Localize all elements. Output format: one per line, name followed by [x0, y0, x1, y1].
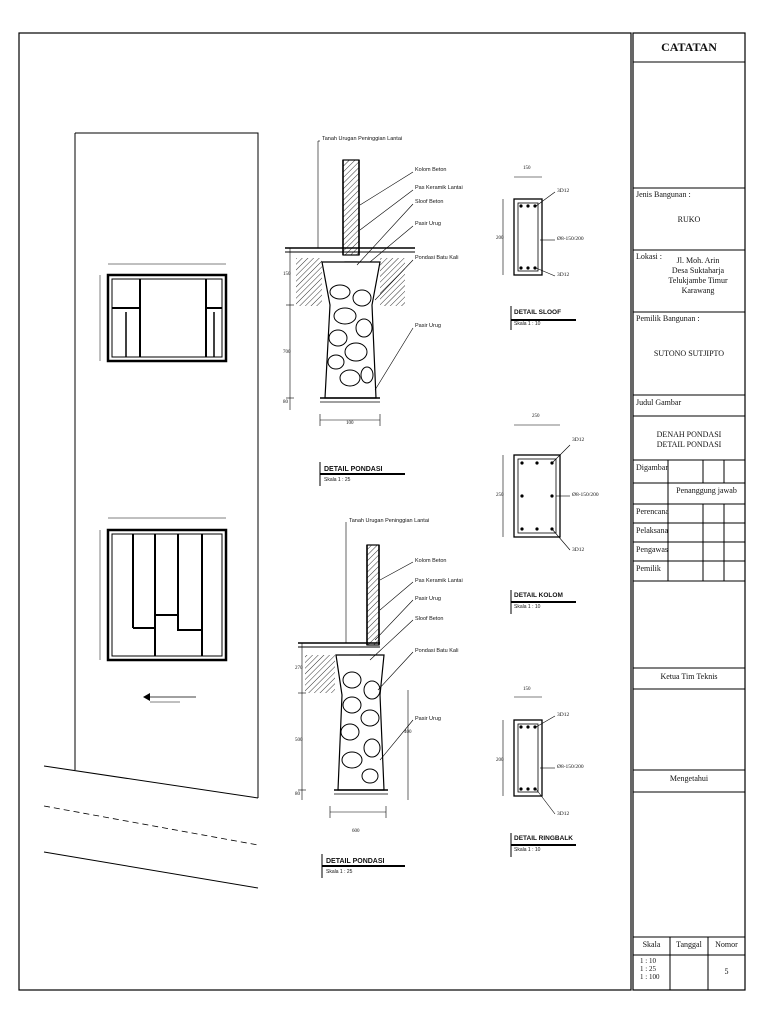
- catatan-heading: CATATAN: [661, 40, 717, 54]
- detail-kolom-drawing: [503, 425, 570, 550]
- lokasi-line-4: Karawang: [681, 286, 715, 295]
- dp2-label-pasir-urug-2: Pasir Urug: [415, 716, 441, 722]
- nomor-value: 5: [724, 967, 729, 976]
- dp2-dim-4: 600: [352, 829, 360, 834]
- dp1-label-pasir-urug-1: Pasir Urug: [415, 221, 441, 227]
- ringbalk-stirrup: Ø8-150/200: [557, 764, 584, 770]
- dp2-label-tanah-urugan: Tanah Urugan Peninggian Lantai: [349, 518, 430, 524]
- pemilik-value: SUTONO SUTJIPTO: [653, 349, 725, 358]
- ringbalk-height: 200: [496, 758, 504, 763]
- sloof-bottom-bar: 3D12: [557, 272, 570, 278]
- dp2-dim-3: 80: [295, 792, 300, 797]
- road-edge-line: [44, 852, 258, 888]
- ringbalk-width: 150: [523, 687, 531, 692]
- role-pelaksana: Pelaksana: [636, 526, 668, 535]
- kolom-title: DETAIL KOLOM: [514, 592, 563, 599]
- sloof-scale: Skala 1 : 10: [514, 321, 541, 327]
- skala-value-2: 1 : 25: [640, 965, 656, 973]
- dp1-label-pasir-urug-2: Pasir Urug: [415, 323, 441, 329]
- lokasi-line-1: Jl. Moh. Arin: [676, 256, 720, 265]
- pemilik-label: Pemilik Bangunan :: [636, 314, 700, 323]
- kolom-stirrup: Ø8-150/200: [572, 492, 599, 498]
- kolom-top-bar: 3D12: [572, 437, 585, 443]
- sloof-width: 150: [523, 166, 531, 171]
- dp1-label-keramik: Pas Keramik Lantai: [415, 185, 463, 191]
- judul-line-1: DENAH PONDASI: [656, 430, 722, 439]
- ground-line: [44, 766, 258, 798]
- jenis-bangunan-label: Jenis Bangunan :: [636, 190, 691, 199]
- sloof-height: 200: [496, 236, 504, 241]
- dp2-title: DETAIL PONDASI: [326, 858, 385, 865]
- dp2-label-keramik: Pas Keramik Lantai: [415, 578, 463, 584]
- digambar-label: Digambar: [636, 463, 668, 472]
- dp2-label-batu-kali: Pondasi Batu Kali: [415, 648, 459, 654]
- skala-label: Skala: [642, 940, 661, 949]
- dp1-label-kolom-beton: Kolom Beton: [415, 167, 447, 173]
- dp2-dim-1: 270: [295, 666, 303, 671]
- kolom-bottom-bar: 3D12: [572, 547, 585, 553]
- judul-line-2: DETAIL PONDASI: [656, 440, 722, 449]
- detail-ringbalk-drawing: [503, 697, 555, 814]
- nomor-label: Nomor: [715, 940, 738, 949]
- dp1-dim-3: 80: [283, 400, 288, 405]
- ringbalk-bottom-bar: 3D12: [557, 811, 570, 817]
- dp1-dim-1: 150: [283, 272, 291, 277]
- dp2-scale: Skala 1 : 25: [326, 869, 353, 875]
- sloof-top-bar: 3D12: [557, 188, 570, 194]
- role-perencana: Perencana: [636, 507, 669, 516]
- jenis-bangunan-value: RUKO: [677, 215, 701, 224]
- skala-value-3: 1 : 100: [640, 973, 660, 981]
- dp1-label-sloof: Sloof Beton: [415, 199, 444, 205]
- kolom-height: 250: [496, 493, 504, 498]
- lower-window-frame: [100, 518, 226, 660]
- dp2-label-kolom-beton: Kolom Beton: [415, 558, 447, 564]
- penanggung-jawab-label: Penanggung jawab: [676, 486, 737, 495]
- lokasi-line-3: Telukjambe Timur: [668, 276, 728, 285]
- detail-sloof-drawing: [503, 177, 555, 276]
- judul-gambar-label: Judul Gambar: [636, 398, 682, 407]
- dp1-scale: Skala 1 : 25: [324, 477, 351, 483]
- role-pengawas: Pengawas: [636, 545, 668, 554]
- dp1-dim-4: 100: [346, 421, 354, 426]
- road-center-line: [44, 806, 258, 845]
- foundation-plan: [44, 133, 258, 888]
- upper-window-frame: [100, 264, 226, 361]
- skala-value-1: 1 : 10: [640, 957, 656, 965]
- kolom-width: 250: [532, 414, 540, 419]
- dp2-label-pasir-urug-1: Pasir Urug: [415, 596, 441, 602]
- sloof-title: DETAIL SLOOF: [514, 309, 562, 316]
- dp1-label-tanah-urugan: Tanah Urugan Peninggian Lantai: [322, 136, 403, 142]
- detail-pondasi-1-drawing: [285, 141, 415, 426]
- mengetahui-label: Mengetahui: [669, 774, 709, 783]
- dp2-dim-2: 500: [295, 738, 303, 743]
- dp2-dim-5: 400: [404, 730, 412, 735]
- sloof-stirrup: Ø8-150/200: [557, 236, 584, 242]
- lokasi-label: Lokasi :: [636, 252, 662, 261]
- lokasi-line-2: Desa Suktaharja: [671, 266, 725, 275]
- ringbalk-scale: Skala 1 : 10: [514, 847, 541, 853]
- role-pemilik: Pemilik: [636, 564, 661, 573]
- dp1-title: DETAIL PONDASI: [324, 466, 383, 473]
- detail-pondasi-2-drawing: [298, 522, 413, 818]
- kolom-scale: Skala 1 : 10: [514, 604, 541, 610]
- ringbalk-top-bar: 3D12: [557, 712, 570, 718]
- dp1-label-batu-kali: Pondasi Batu Kali: [415, 255, 459, 261]
- ketua-tim-label: Ketua Tim Teknis: [660, 672, 718, 681]
- section-arrow-icon: [143, 693, 196, 702]
- ringbalk-title: DETAIL RINGBALK: [514, 835, 573, 842]
- dp1-dim-2: 700: [283, 350, 291, 355]
- dp2-label-sloof: Sloof Beton: [415, 616, 444, 622]
- tanggal-label: Tanggal: [676, 940, 702, 949]
